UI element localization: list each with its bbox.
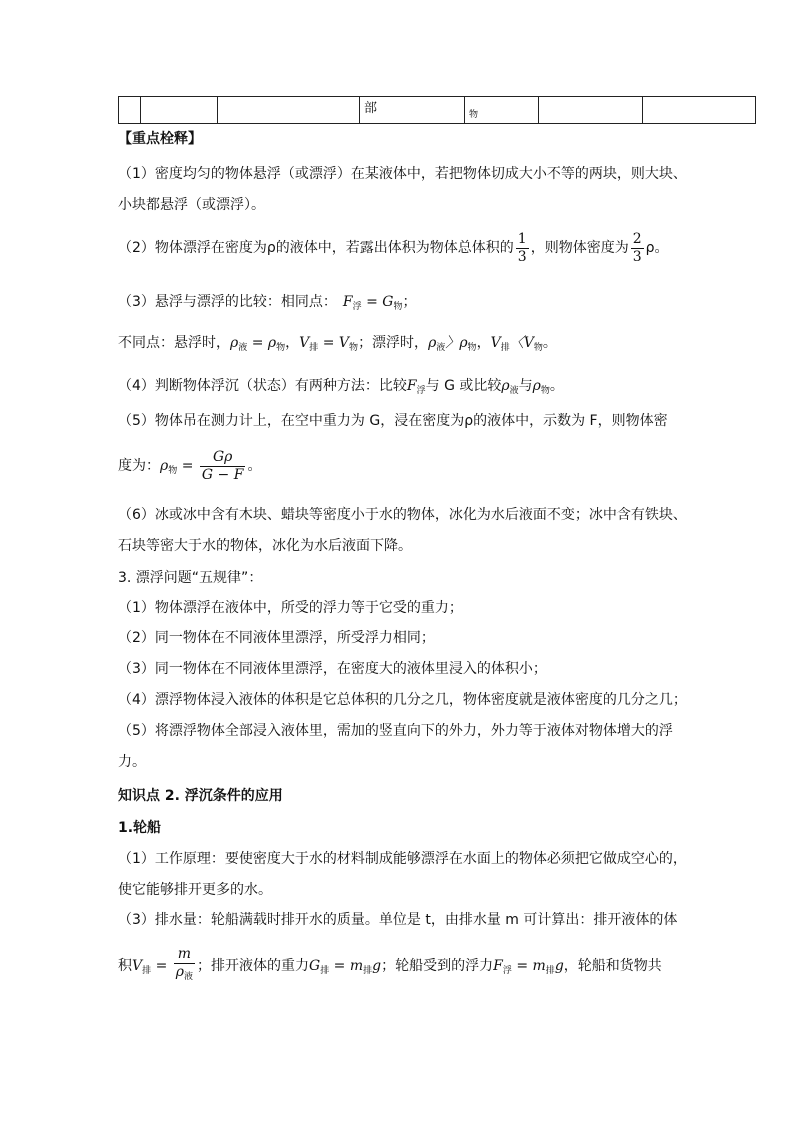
text: （3）悬浮与漂浮的比较：相同点： (118, 294, 337, 310)
rule-item: （1）物体漂浮在液体中，所受的浮力等于它受的重力； (118, 600, 463, 616)
text: ， (476, 335, 491, 351)
section-title: 【重点栓释】 (118, 131, 202, 147)
text: ； (402, 294, 417, 310)
paragraph-line: （1）工作原理：要使密度大于水的材料制成能够漂浮在水面上的物体必须把它做成空心的， (118, 851, 687, 867)
text: 积 (118, 958, 132, 974)
fraction: $\frac{G\rho}{G - F}$ (201, 448, 244, 483)
text: 。 (549, 378, 564, 394)
formula: $G_排 = m_排g$ (309, 958, 382, 976)
text: 。 (542, 335, 557, 351)
rule-item: （4）漂浮物体浸入液体的体积是它总体积的几分之几，物体密度就是液体密度的几分之几； (118, 692, 687, 708)
table-cell: 部 (360, 97, 465, 124)
rule-item: 力。 (118, 754, 146, 770)
paragraph-line: 石块等密大于水的物体，冰化为水后液面下降。 (118, 538, 412, 554)
table-cell (539, 97, 643, 124)
table-cell (218, 97, 360, 124)
rule-item: （3）同一物体在不同液体里漂浮，在密度大的液体里浸入的体积小； (118, 661, 547, 677)
formula: $\rho_液 = \rho_物$ (230, 335, 286, 353)
table-cell (643, 97, 756, 124)
text: 度为： (118, 458, 160, 474)
formula: $\rho_液$〉$\rho_物$ (428, 335, 477, 353)
text: ρ。 (645, 240, 669, 256)
text: 。 (247, 458, 262, 474)
formula: $\rho_物$ (532, 378, 550, 396)
text: ，轮船和货物共 (563, 958, 662, 974)
text: 与 G 或比较 (425, 378, 502, 394)
text: （2）物体漂浮在密度为ρ的液体中，若露出体积为物体总体积的 (118, 240, 514, 256)
text: ；轮船受到的浮力 (381, 958, 494, 974)
paragraph-line (118, 292, 417, 317)
paragraph-line (118, 376, 564, 401)
formula: $F_浮 = m_排g$ (493, 958, 564, 976)
fraction: $\frac{m}{\rho_液}$ (174, 946, 195, 986)
paragraph-line: 使它能够排开更多的水。 (118, 882, 272, 898)
paragraph-line: （1）密度均匀的物体悬浮（或漂浮）在某液体中，若把物体切成大小不等的两块，则大块、 (118, 166, 687, 182)
rules-title: 3. 漂浮问题“五规律”： (118, 570, 263, 586)
paragraph-line (118, 230, 669, 266)
text: 与 (518, 378, 533, 394)
table-cell (119, 97, 141, 124)
formula: $F_浮 = G_物$ (342, 294, 403, 312)
formula: $V_排$ = (132, 958, 172, 976)
formula: $\rho_物$ = (160, 458, 198, 476)
text: ， (285, 335, 300, 351)
formula: $\rho_液$ (501, 378, 519, 396)
text: ；排开液体的重力 (197, 958, 310, 974)
table-fragment (118, 96, 756, 124)
rule-item: （5）将漂浮物体全部浸入液体里，需加的竖直向下的外力，外力等于液体对物体增大的浮 (118, 723, 673, 739)
text: ，则物体密度为 (530, 240, 629, 256)
rule-item: （2）同一物体在不同液体里漂浮，所受浮力相同； (118, 630, 435, 646)
paragraph-line (118, 446, 261, 491)
paragraph-line (118, 333, 557, 358)
text: （4）判断物体浮沉（状态）有两种方法：比较 (118, 378, 407, 394)
table-row (119, 97, 756, 124)
paragraph-line: （6）冰或冰中含有木块、蜡块等密度小于水的物体，冰化为水后液面不变；冰中含有铁块、 (118, 507, 687, 523)
table-cell (141, 97, 218, 124)
knowledge-point-title: 知识点 2. 浮沉条件的应用 (118, 788, 283, 804)
fraction: $\frac{1}{3}$ (517, 230, 527, 265)
formula: $V_排$〈$V_物$ (490, 335, 543, 353)
text: 不同点：悬浮时， (118, 335, 230, 351)
table-cell: 物 (465, 97, 539, 124)
formula: $F_浮$ (406, 378, 426, 396)
formula: $V_排 = V_物$ (299, 335, 359, 353)
paragraph-line (118, 946, 662, 991)
text: ；漂浮时， (358, 335, 429, 351)
paragraph-line: 小块都悬浮（或漂浮）。 (118, 197, 265, 213)
subsection-title: 1.轮船 (118, 820, 162, 836)
paragraph-line: （5）物体吊在测力计上，在空中重力为 G，浸在密度为ρ的液体中，示数为 F，则物体密 (118, 413, 668, 429)
fraction: $\frac{2}{3}$ (632, 230, 642, 265)
paragraph-line: （3）排水量：轮船满载时排开水的质量。单位是 t，由排水量 m 可计算出：排开液体的体 (118, 912, 678, 928)
